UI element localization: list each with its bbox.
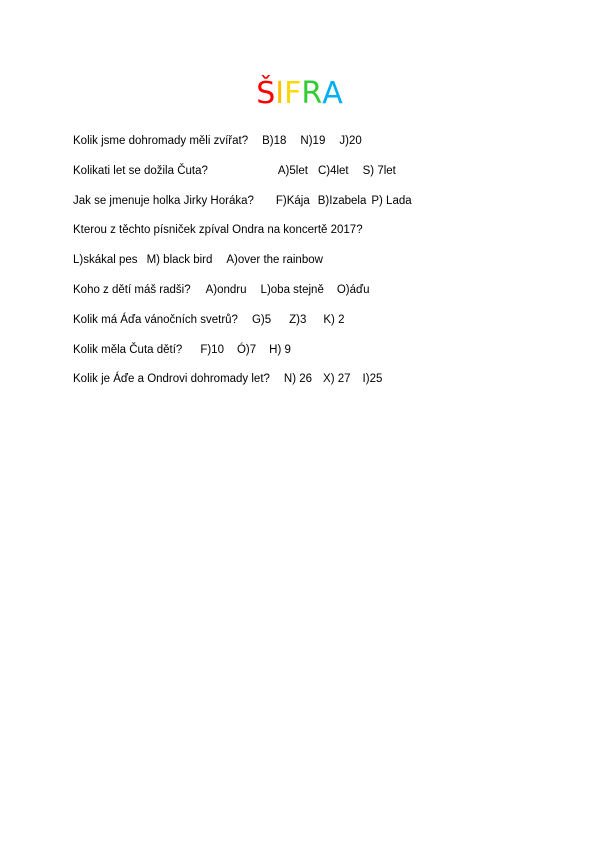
question-line <box>73 222 563 252</box>
answer-option: X) 27 <box>323 373 351 386</box>
question-text: Kterou z těchto písniček zpíval Ondra na koncertě 2017? <box>73 224 363 237</box>
question-line <box>73 282 563 312</box>
question-text: Kolik měla Čuta dětí? <box>73 343 183 356</box>
answer-option: L)oba stejně <box>260 283 324 296</box>
answer-option: N) 26 <box>283 373 313 386</box>
answer-option: J)20 <box>339 135 362 147</box>
answer-option: M) black bird <box>146 254 213 267</box>
answer-option: I)25 <box>362 373 383 386</box>
question-line <box>73 371 563 401</box>
question-text: Koho z dětí máš radši? <box>73 283 191 296</box>
answer-option: Ó)7 <box>236 343 257 356</box>
answer-option: O)áďu <box>336 283 370 296</box>
question-text: Kolik je Áďe a Ondrovi dohromady let? <box>73 373 270 386</box>
title-letter: A <box>322 76 343 111</box>
answer-option: F)10 <box>200 343 224 356</box>
title-letter: I <box>275 76 285 111</box>
answer-option: G)5 <box>251 313 272 326</box>
title-letter: F <box>284 76 302 111</box>
question-line <box>73 163 563 193</box>
answer-option: C)4let <box>317 164 349 177</box>
answer-option: S) 7let <box>362 164 396 177</box>
answer-option: H) 9 <box>269 343 291 356</box>
question-text: Kolik jsme dohromady měli zvířat? <box>73 135 249 147</box>
answer-option: A)ondru <box>205 283 247 296</box>
question-line <box>73 193 563 223</box>
answer-option: Z)3 <box>289 313 307 326</box>
title-letter: Š <box>256 76 276 111</box>
question-text: Kolikati let se dožila Čuta? <box>73 164 208 177</box>
question-line <box>73 342 563 372</box>
answer-option: B)18 <box>262 135 287 147</box>
question-line <box>73 133 563 163</box>
answer-option: L)skákal pes <box>73 254 138 267</box>
question-text: Jak se jmenuje holka Jirky Horáka? <box>73 194 254 207</box>
page-title <box>0 74 595 114</box>
title-letter: R <box>301 76 323 111</box>
answer-option: P) Lada <box>371 194 412 207</box>
answer-option: B)Izabela <box>317 194 367 207</box>
answer-option: N)19 <box>300 135 326 147</box>
question-text: Kolik má Áďa vánočních svetrů? <box>73 313 238 326</box>
answer-option: A)over the rainbow <box>226 254 323 267</box>
question-list <box>73 133 563 401</box>
question-line <box>73 312 563 342</box>
answer-option: K) 2 <box>323 313 345 326</box>
question-line <box>73 252 563 282</box>
answer-option: A)5let <box>277 164 308 177</box>
answer-option: F)Kája <box>275 194 310 207</box>
